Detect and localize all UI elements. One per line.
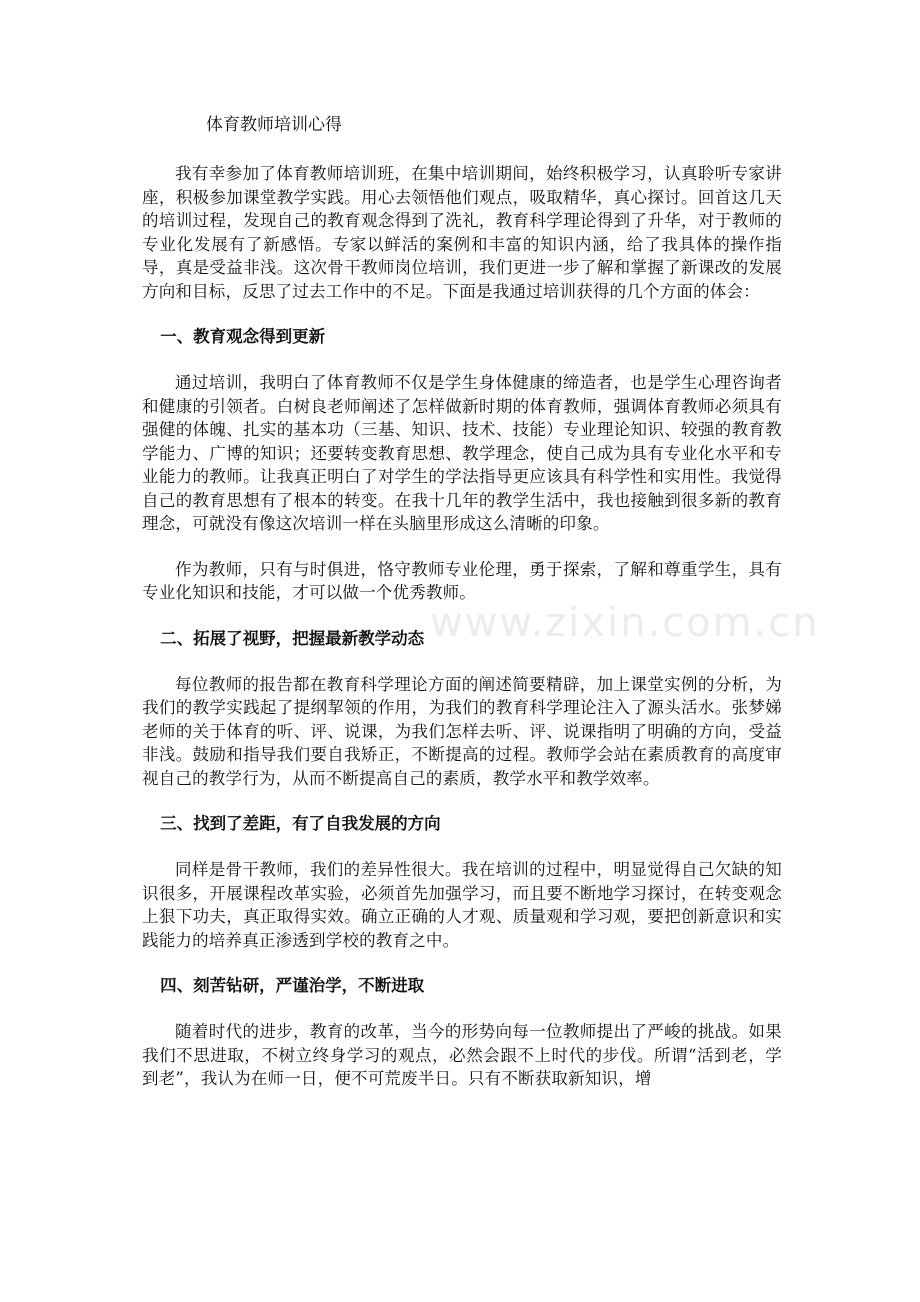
section-1 (142, 325, 782, 605)
section-4 (142, 974, 782, 1091)
section-2 (142, 627, 782, 791)
intro-paragraph: 我有幸参加了体育教师培训班，在集中培训期间，始终积极学习，认真聆听专家讲座，积极参加课堂教学实践。用心去领悟他们观点，吸取精华，真心探讨。回首这几天的培训过程，发现自己的教育观念得到了洗礼，教育科学理论得到了升华，对于教师的专业化发展有了新感悟。专家以鲜活的案例和丰富的知识内涵，给了我具体的操作指导，真是受益非浅。这次骨干教师岗位培训，我们更进一步了解和掌握了新课改的发展方向和目标，反思了过去工作中的不足。下面是我通过培训获得的几个方面的体会： (142, 164, 782, 301)
section-heading: 三、找到了差距，有了自我发展的方向 (160, 814, 441, 833)
section-heading: 一、教育观念得到更新 (160, 327, 326, 346)
section-heading: 二、拓展了视野，把握最新教学动态 (160, 628, 425, 648)
section-paragraph: 随着时代的进步，教育的改革，当今的形势向每一位教师提出了严峻的挑战。如果我们不思进取，不树立终身学习的观点，必然会跟不上时代的步伐。所谓“活到老，学到老”，我认为在师一日，便不可荒废半日。只有不断获取新知识，增 (142, 1022, 782, 1088)
section-heading: 四、刻苦钻研，严谨治学，不断进取 (160, 976, 425, 995)
section-3 (142, 812, 782, 952)
section-paragraph: 每位教师的报告都在教育科学理论方面的阐述简要精辟，加上课堂实例的分析，为我们的教学实践起了提纲挈领的作用，为我们的教育科学理论注入了源头活水。张梦娣老师的关于体育的听、评、说课，为我们怎样去听、评、说课指明了明确的方向，受益非浅。鼓励和指导我们要自我矫正，不断提高的过程。教师学会站在素质教育的高度审视自己的教学行为，从而不断提高自己的素质，教学水平和教学效率。 (142, 674, 782, 788)
document-title: 体育教师培训心得 (206, 115, 342, 135)
section-paragraph: 同样是骨干教师，我们的差异性很大。我在培训的过程中，明显觉得自己欠缺的知识很多，开展课程改革实验，必须首先加强学习，而且要不断地学习探讨，在转变观念上狠下功夫，真正取得实效。确立正确的人才观、质量观和学习观，要把创新意识和实践能力的培养真正渗透到学校的教育之中。 (142, 860, 782, 950)
section-paragraph: 作为教师，只有与时俱进，恪守教师专业伦理，勇于探索，了解和尊重学生，具有专业化知识和技能，才可以做一个优秀教师。 (142, 559, 782, 602)
section-paragraph: 通过培训，我明白了体育教师不仅是学生身体健康的缔造者，也是学生心理咨询者和健康的引领者。白树良老师阐述了怎样做新时期的体育教师，强调体育教师必须具有强健的体魄、扎实的基本功（三基、知识、技术、技能）专业理论知识、较强的教育教学能力、广博的知识；还要转变教育思想、教学理念，使自己成为具有专业化水平和专业能力的教师。让我真正明白了对学生的学法指导更应该具有科学性和实用性。我觉得自己的教育思想有了根本的转变。在我十几年的教学生活中，我也接触到很多新的教育理念，可就没有像这次培训一样在头脑里形成这么清晰的印象。 (142, 373, 782, 533)
watermark: www.zixin.com.cn (430, 600, 820, 646)
document-page (142, 110, 782, 1113)
